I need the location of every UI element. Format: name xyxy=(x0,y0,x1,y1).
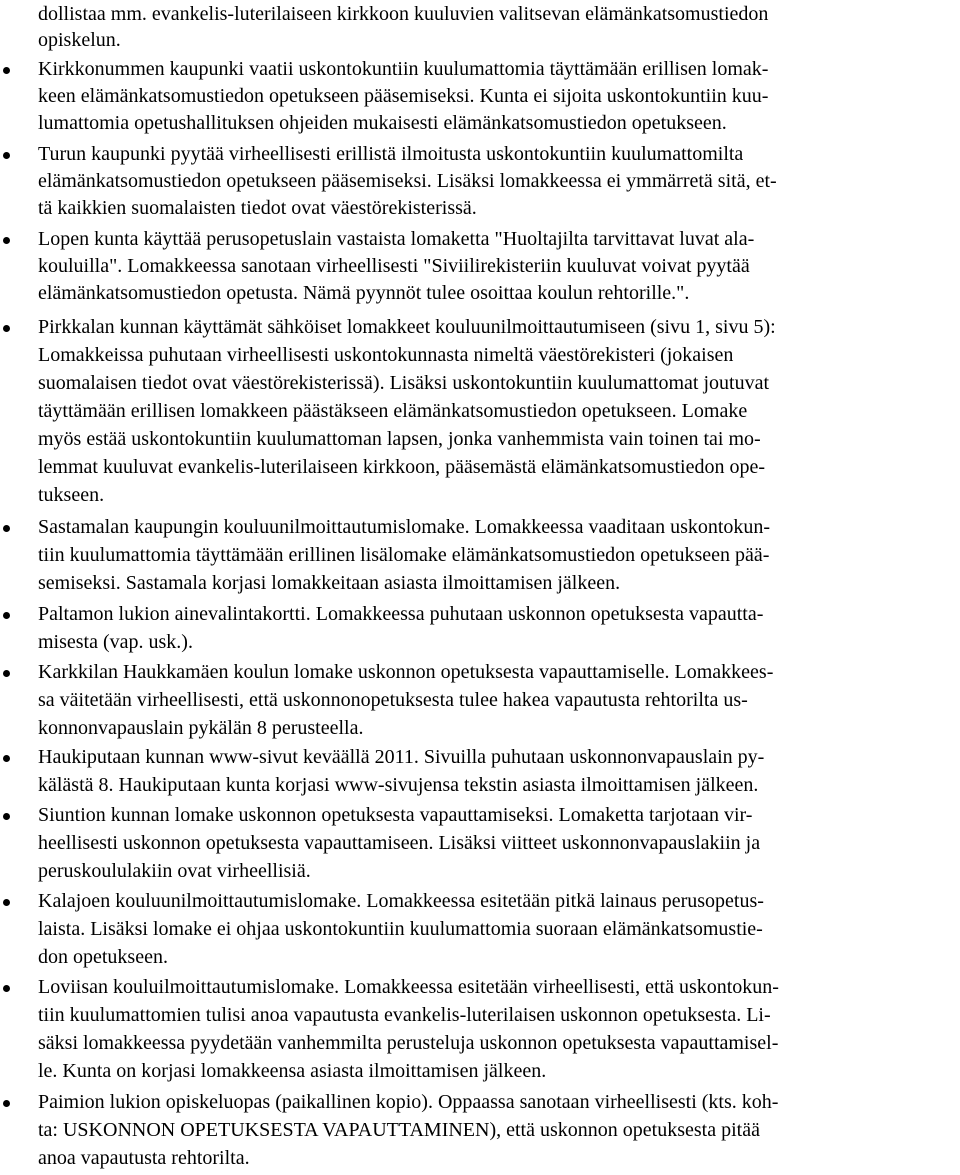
bullet-icon xyxy=(3,612,10,619)
list-item-line: Haukiputaan kunnan www-sivut keväällä 2011. Sivuilla puhutaan uskonnonvapauslain py- xyxy=(38,746,765,768)
list-item-line: tiin kuulumattomien tulisi anoa vapautusta evankelis-luterilaisen uskonnon opetuksesta. Li- xyxy=(38,1004,771,1026)
list-item-line: peruskoululakiin ovat virheellisiä. xyxy=(38,860,311,882)
list-item-line: sa väitetään virheellisesti, että uskonnonopetuksesta tulee hakea vapautusta rehtorilta us- xyxy=(38,689,748,711)
list-item-line: tukseen. xyxy=(38,484,105,506)
list-item-line: myös estää uskontokuntiin kuulumattoman lapsen, jonka vanhemmista vain toinen tai mo- xyxy=(38,428,761,450)
list-item-line: konnonvapauslain pykälän 8 perusteella. xyxy=(38,717,364,739)
list-item-line: keen elämänkatsomustiedon opetukseen pääsemiseksi. Kunta ei sijoita uskontokuntiin kuu- xyxy=(38,85,769,107)
list-item-line: heellisesti uskonnon opetuksesta vapauttamiseen. Lisäksi viitteet uskonnonvapauslakiin ja xyxy=(38,832,761,854)
bullet-icon xyxy=(3,755,10,762)
list-item-line: elämänkatsomustiedon opetukseen pääsemiseksi. Lisäksi lomakkeessa ei ymmärretä sitä, et- xyxy=(38,170,777,192)
list-item-line: täyttämään erillisen lomakkeen päästäkseen elämänkatsomustiedon opetukseen. Lomake xyxy=(38,400,748,422)
bullet-icon xyxy=(3,237,10,244)
list-item-line: Siuntion kunnan lomake uskonnon opetuksesta vapauttamiseksi. Lomaketta tarjotaan vir- xyxy=(38,804,753,826)
list-item-line: Pirkkalan kunnan käyttämät sähköiset lomakkeet kouluunilmoittautumiseen (sivu 1, sivu 5): xyxy=(38,316,776,338)
bullet-icon xyxy=(3,325,10,332)
list-item-line: Lomakkeissa puhutaan virheellisesti uskontokunnasta nimeltä väestörekisteri (jokaisen xyxy=(38,344,734,366)
bullet-icon xyxy=(3,985,10,992)
list-item-line: elämänkatsomustiedon opetusta. Nämä pyynnöt tulee osoittaa koulun rehtorille.". xyxy=(38,282,690,304)
list-item-line: Kalajoen kouluunilmoittautumislomake. Lomakkeessa esitetään pitkä lainaus perusopetus- xyxy=(38,890,764,912)
bullet-icon xyxy=(3,525,10,532)
list-item-line: anoa vapautusta rehtorilta. xyxy=(38,1147,250,1169)
list-item-line: Paimion lukion opiskeluopas (paikallinen kopio). Oppaassa sanotaan virheellisesti (kts. koh- xyxy=(38,1091,779,1113)
bullet-icon xyxy=(3,67,10,74)
list-item-line: lumattomia opetushallituksen ohjeiden mukaisesti elämänkatsomustiedon opetukseen. xyxy=(38,112,727,134)
list-item-line: tä kaikkien suomalaisten tiedot ovat väestörekisterissä. xyxy=(38,197,477,219)
list-item-line: laista. Lisäksi lomake ei ohjaa uskontokuntiin kuulumattomia suoraan elämänkatsomustie- xyxy=(38,918,763,940)
list-item-line: Karkkilan Haukkamäen koulun lomake uskonnon opetuksesta vapauttamiselle. Lomakkees- xyxy=(38,661,774,683)
list-item-line: Paltamon lukion ainevalintakortti. Lomakkeessa puhutaan uskonnon opetuksesta vapautta- xyxy=(38,603,764,625)
bullet-icon xyxy=(3,899,10,906)
list-item-line: semiseksi. Sastamala korjasi lomakkeitaan asiasta ilmoittamisen jälkeen. xyxy=(38,572,621,594)
bullet-icon xyxy=(3,670,10,677)
list-item-line: kouluilla". Lomakkeessa sanotaan virheellisesti "Siviilirekisteriin kuuluvat voivat pyytää xyxy=(38,255,750,277)
list-item-line: le. Kunta on korjasi lomakkeensa asiasta ilmoittamisen jälkeen. xyxy=(38,1060,547,1082)
list-item-line: tiin kuulumattomia täyttämään erillinen lisälomake elämänkatsomustiedon opetukseen pää- xyxy=(38,544,770,566)
bullet-icon xyxy=(3,1100,10,1107)
list-item-line: suomalaisen tiedot ovat väestörekisterissä). Lisäksi uskontokuntiin kuulumattomat joutuvat xyxy=(38,372,769,394)
lead-line: opiskelun. xyxy=(38,29,121,51)
list-item-line: Loviisan kouluilmoittautumislomake. Lomakkeessa esitetään virheellisesti, että uskontokun- xyxy=(38,976,779,998)
list-item-line: kälästä 8. Haukiputaan kunta korjasi www-sivujensa tekstin asiasta ilmoittamisen jälkeen. xyxy=(38,774,759,796)
bullet-icon xyxy=(3,152,10,159)
list-item-line: misesta (vap. usk.). xyxy=(38,631,193,653)
list-item-line: ta: USKONNON OPETUKSESTA VAPAUTTAMINEN), että uskonnon opetuksesta pitää xyxy=(38,1119,760,1141)
list-item-line: Sastamalan kaupungin kouluunilmoittautumislomake. Lomakkeessa vaaditaan uskontokun- xyxy=(38,516,771,538)
bullet-icon xyxy=(3,813,10,820)
list-item-line: Kirkkonummen kaupunki vaatii uskontokuntiin kuulumattomia täyttämään erillisen lomak- xyxy=(38,58,769,80)
list-item-line: don opetukseen. xyxy=(38,946,168,968)
lead-line: dollistaa mm. evankelis-luterilaiseen kirkkoon kuuluvien valitsevan elämänkatsomustiedon xyxy=(38,3,769,25)
list-item-line: Lopen kunta käyttää perusopetuslain vastaista lomaketta "Huoltajilta tarvittavat luvat ala- xyxy=(38,228,755,250)
list-item-line: lemmat kuuluvat evankelis-luterilaiseen kirkkoon, pääsemästä elämänkatsomustiedon ope- xyxy=(38,456,766,478)
list-item-line: Turun kaupunki pyytää virheellisesti erillistä ilmoitusta uskontokuntiin kuulumattomilta xyxy=(38,143,744,165)
list-item-line: säksi lomakkeessa pyydetään vanhemmilta perusteluja uskonnon opetuksesta vapauttamisel- xyxy=(38,1032,779,1054)
